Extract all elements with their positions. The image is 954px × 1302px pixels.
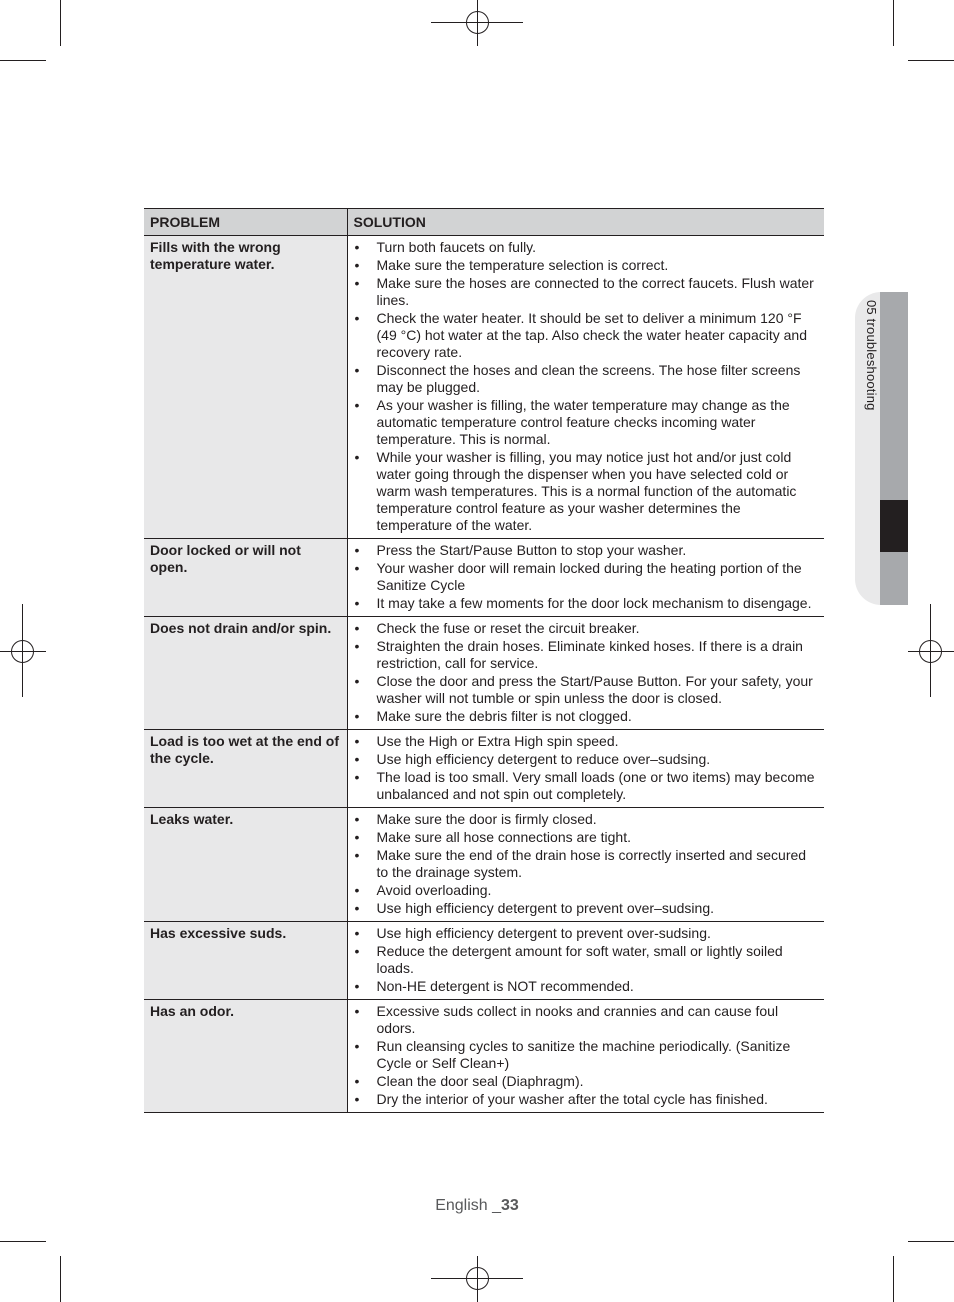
crop-mark	[60, 0, 61, 46]
solution-item: • Check the water heater. It should be set to deliver a minimum 120 °F (49 °C) hot water at the tap. Also check the water heater capacity and recovery rate.	[377, 310, 819, 361]
solution-list	[377, 542, 819, 612]
table-row	[144, 730, 824, 808]
solution-item: • Make sure the end of the drain hose is correctly inserted and secured to the drainage system.	[377, 847, 819, 881]
solution-item: • Use high efficiency detergent to prevent over-sudsing.	[377, 925, 819, 942]
solution-list	[377, 1003, 819, 1108]
footer-language: English _	[435, 1197, 502, 1214]
solution-item: • Straighten the drain hoses. Eliminate kinked hoses. If there is a drain restriction, call for service.	[377, 638, 819, 672]
solution-item: • Use the High or Extra High spin speed.	[377, 733, 819, 750]
solution-list	[377, 811, 819, 917]
solution-item: • Make sure the debris filter is not clogged.	[377, 708, 819, 725]
solution-item: • It may take a few moments for the door lock mechanism to disengage.	[377, 595, 819, 612]
solution-list	[377, 925, 819, 995]
crop-mark	[908, 60, 954, 61]
problem-cell: Load is too wet at the end of the cycle.	[144, 730, 347, 808]
solution-item: • Your washer door will remain locked during the heating portion of the Sanitize Cycle	[377, 560, 819, 594]
solution-item: • Make sure the temperature selection is correct.	[377, 257, 819, 274]
solution-column-header: SOLUTION	[347, 209, 824, 236]
crop-mark	[0, 1241, 46, 1242]
chapter-label: 05 troubleshooting	[864, 300, 879, 411]
solution-item: • Make sure all hose connections are tight.	[377, 829, 819, 846]
solution-item: • While your washer is filling, you may notice just hot and/or just cold water going through the dispenser when you have selected cold or warm wash temperatures. This is a normal function of the automatic temperature control feature as your washer determines the temperature of the water.	[377, 449, 819, 534]
crop-mark	[60, 1256, 61, 1302]
solution-item: • Avoid overloading.	[377, 882, 819, 899]
solution-item: • Use high efficiency detergent to prevent over–sudsing.	[377, 900, 819, 917]
solution-item: • Close the door and press the Start/Pause Button. For your safety, your washer will not tumble or spin unless the door is closed.	[377, 673, 819, 707]
crop-mark	[893, 1256, 894, 1302]
crop-mark	[0, 60, 46, 61]
solution-cell	[347, 1000, 824, 1113]
problem-cell: Door locked or will not open.	[144, 539, 347, 617]
table-row	[144, 1000, 824, 1113]
solution-cell	[347, 236, 824, 539]
solution-item: • Press the Start/Pause Button to stop your washer.	[377, 542, 819, 559]
page-number: 33	[501, 1197, 519, 1214]
table-row	[144, 617, 824, 730]
solution-cell	[347, 617, 824, 730]
table-row	[144, 808, 824, 922]
solution-item: • Clean the door seal (Diaphragm).	[377, 1073, 819, 1090]
crop-mark	[908, 1241, 954, 1242]
solution-item: • Make sure the door is firmly closed.	[377, 811, 819, 828]
table-header-row	[144, 209, 824, 236]
solution-cell	[347, 730, 824, 808]
solution-cell	[347, 922, 824, 1000]
solution-item: • As your washer is filling, the water temperature may change as the automatic temperature control feature checks incoming water temperature. This is normal.	[377, 397, 819, 448]
problem-cell: Does not drain and/or spin.	[144, 617, 347, 730]
chapter-indicator	[880, 500, 908, 552]
troubleshooting-table	[144, 208, 824, 1113]
solution-item: • Check the fuse or reset the circuit breaker.	[377, 620, 819, 637]
solution-item: • Run cleansing cycles to sanitize the machine periodically. (Sanitize Cycle or Self Clean+)	[377, 1038, 819, 1072]
solution-item: • Non-HE detergent is NOT recommended.	[377, 978, 819, 995]
crop-mark	[893, 0, 894, 46]
solution-item: • The load is too small. Very small loads (one or two items) may become unbalanced and not spin out completely.	[377, 769, 819, 803]
solution-list	[377, 239, 819, 534]
solution-item: • Make sure the hoses are connected to the correct faucets. Flush water lines.	[377, 275, 819, 309]
solution-list	[377, 733, 819, 803]
solution-cell	[347, 539, 824, 617]
solution-list	[377, 620, 819, 725]
solution-item: • Use high efficiency detergent to reduce over–sudsing.	[377, 751, 819, 768]
solution-item: • Disconnect the hoses and clean the screens. The hose filter screens may be plugged.	[377, 362, 819, 396]
problem-cell: Fills with the wrong temperature water.	[144, 236, 347, 539]
table-row	[144, 539, 824, 617]
solution-cell	[347, 808, 824, 922]
solution-item: • Dry the interior of your washer after the total cycle has finished.	[377, 1091, 819, 1108]
solution-item: • Excessive suds collect in nooks and crannies and can cause foul odors.	[377, 1003, 819, 1037]
table-row	[144, 922, 824, 1000]
problem-cell: Has an odor.	[144, 1000, 347, 1113]
table-row	[144, 236, 824, 539]
solution-item: • Reduce the detergent amount for soft water, small or lightly soiled loads.	[377, 943, 819, 977]
problem-column-header: PROBLEM	[144, 209, 347, 236]
solution-item: • Turn both faucets on fully.	[377, 239, 819, 256]
problem-cell: Leaks water.	[144, 808, 347, 922]
page-footer	[0, 1197, 954, 1215]
problem-cell: Has excessive suds.	[144, 922, 347, 1000]
